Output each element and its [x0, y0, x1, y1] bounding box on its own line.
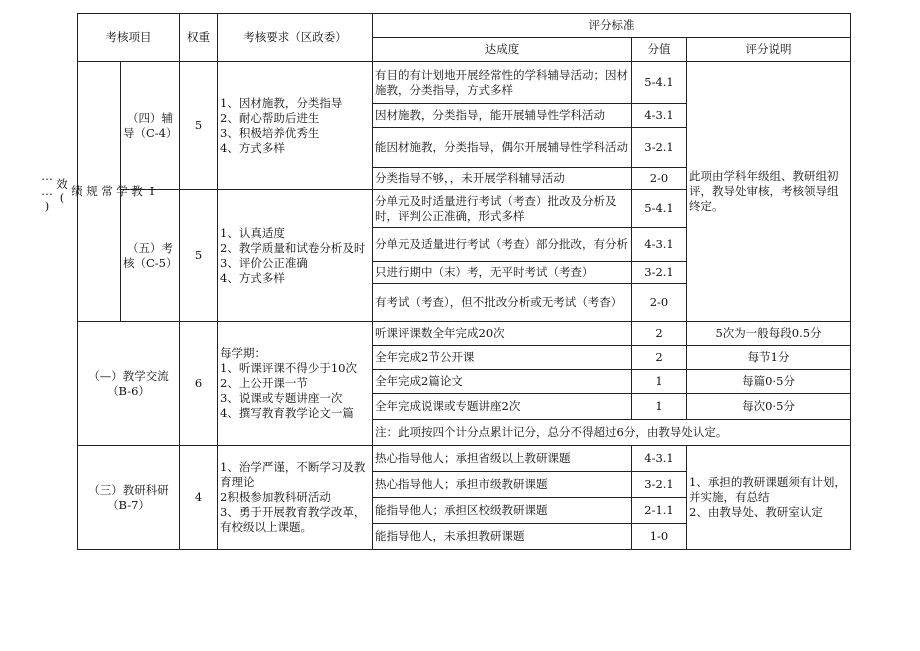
header-score: 分值 — [632, 38, 687, 62]
note-cell: 每节1分 — [687, 346, 851, 370]
note-cell: 5次为一般每段0.5分 — [687, 322, 851, 346]
score-cell: 4-3.1 — [632, 228, 687, 262]
keyan-item: （三）教研科研（B-7） — [78, 446, 180, 550]
table-row: 因材施教，分类指导，能开展辅导性学科活动 — [373, 104, 632, 128]
table-row: 全年完成2节公开课 — [373, 346, 632, 370]
score-cell: 1 — [632, 370, 687, 394]
table-row: 分单元及时适量进行考试（考查）批改及分析及时，评判公正准确，形式多样 — [373, 190, 632, 228]
score-cell: 5-4.1 — [632, 62, 687, 104]
assessment-table — [40, 13, 851, 550]
score-cell: 3-2.1 — [632, 128, 687, 168]
table-row: 能因材施教，分类指导，偶尔开展辅导性学科活动 — [373, 128, 632, 168]
jiaoliu-requirements: 每学期： 1、听课评课不得少于10次 2、上公开课一节 3、说课或专题讲座一次 4、撰写教育教学论文一篇 — [218, 322, 373, 446]
keyan-explanation: 1、承担的教研课题须有计划，并实施，有总结 2、由教导处、教研室认定 — [687, 446, 851, 550]
score-cell: 5-4.1 — [632, 190, 687, 228]
score-cell: 1-0 — [632, 524, 687, 550]
jiaoliu-footnote: 注：此项按四个计分点累计记分，总分不得超过6分，由教导处认定。 — [373, 420, 851, 446]
score-cell: 3-2.1 — [632, 262, 687, 284]
jiaoliu-weight: 6 — [180, 322, 218, 446]
table-row: 分单元及适量进行考试（考查）部分批改，有分析 — [373, 228, 632, 262]
header-explanation: 评分说明 — [687, 38, 851, 62]
table-row: 有考试（考查），但不批改分析或无考试（考杳） — [373, 284, 632, 322]
table-row: 全年完成说课或专题讲座2次 — [373, 394, 632, 420]
table-row: 只进行期中（末）考，无平时考试（考查） — [373, 262, 632, 284]
score-cell: 2 — [632, 322, 687, 346]
score-cell: 2-1.1 — [632, 498, 687, 524]
note-cell: 每篇0·5分 — [687, 370, 851, 394]
table-row: 分类指导不够，，未开展学科辅导活动 — [373, 168, 632, 190]
header-requirement: 考核要求（区政委） — [218, 14, 373, 62]
table-row: 能指导他人，未承担教研课题 — [373, 524, 632, 550]
header-weight: 权重 — [180, 14, 218, 62]
score-cell: 1 — [632, 394, 687, 420]
score-cell: 4-3.1 — [632, 446, 687, 472]
kaohe-weight: 5 — [180, 190, 218, 322]
score-cell: 4-3.1 — [632, 104, 687, 128]
shared-explanation: 此项由学科年级组、教研组初评，教导处审核，考核领导组终定。 — [687, 62, 851, 322]
table-row: 全年完成2篇论文 — [373, 370, 632, 394]
score-cell: 3-2.1 — [632, 472, 687, 498]
fudao-requirements: 1、因材施教，分类指导 2、耐心帮助后进生 3、积极培养优秀生 4、方式多样 — [218, 62, 373, 190]
table-row: 热心指导他人；承担省级以上教研课题 — [373, 446, 632, 472]
table-row: 听课评课数全年完成20次 — [373, 322, 632, 346]
table-row: 能指导他人；承担区校级教研课题 — [373, 498, 632, 524]
table-row: 热心指导他人；承担市级教研课题 — [373, 472, 632, 498]
table-row: 有目的有计划地开展经常性的学科辅导活动；因材施教，分类指导，方式多样 — [373, 62, 632, 104]
header-achievement: 达成度 — [373, 38, 632, 62]
header-item: 考核项目 — [78, 14, 180, 62]
score-cell: 2-0 — [632, 168, 687, 190]
fudao-item: （四）辅导（C-4） — [121, 62, 180, 190]
note-cell: 每次0·5分 — [687, 394, 851, 420]
kaohe-requirements: 1、认真适度 2、教学质量和试卷分析及时 3、评价公正准确 4、方式多样 — [218, 190, 373, 322]
keyan-weight: 4 — [180, 446, 218, 550]
score-cell: 2-0 — [632, 284, 687, 322]
header-standard: 评分标准 — [373, 14, 851, 38]
score-cell: 2 — [632, 346, 687, 370]
fudao-weight: 5 — [180, 62, 218, 190]
jiaoliu-item: （—）教学交流（B-6） — [78, 322, 180, 446]
group-teaching-routine: I 教 学 常 规 绩 效( ……) — [78, 62, 121, 322]
keyan-requirements: 1、治学严谨，不断学习及教育理论 2积极参加教科研活动 3、勇于开展教育教学改革，有校级以上课题。 — [218, 446, 373, 550]
kaohe-item: （五）考核（C-5） — [121, 190, 180, 322]
